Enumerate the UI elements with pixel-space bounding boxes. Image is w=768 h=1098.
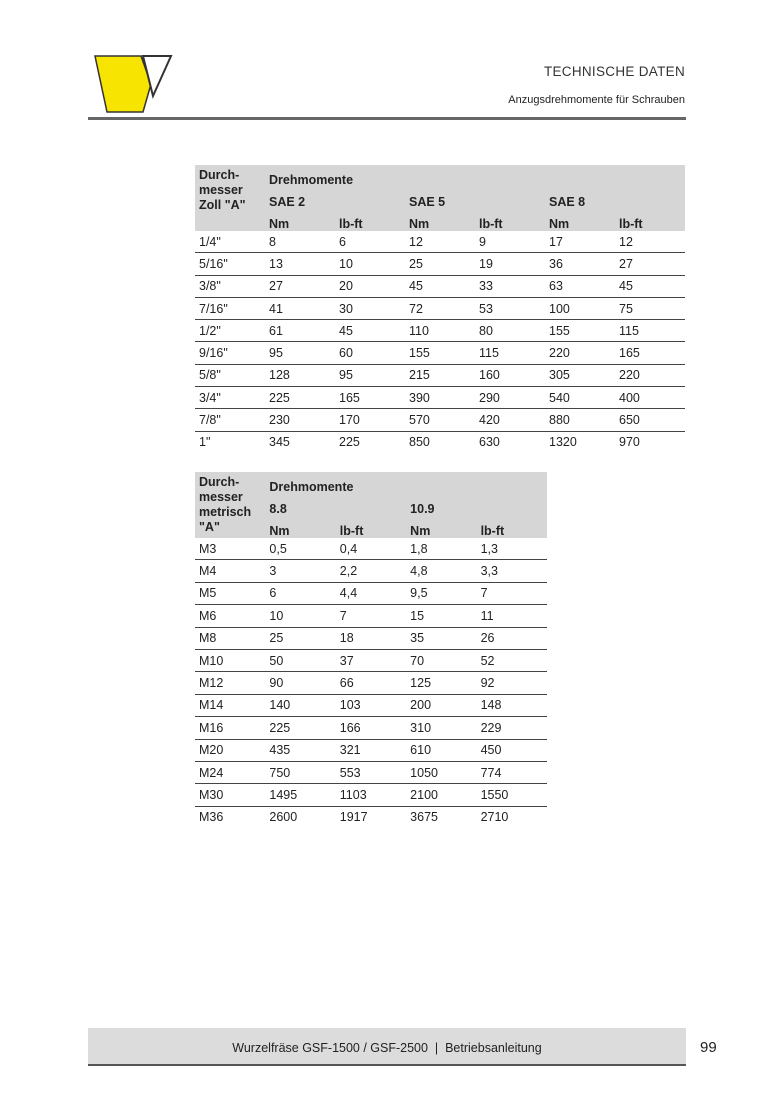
- logo-yellow-shape: [95, 56, 151, 112]
- unit-header: lb-ft: [335, 209, 405, 231]
- torque-value-cell: 37: [336, 649, 406, 671]
- torque-value-cell: 110: [405, 320, 475, 342]
- torque-value-cell: 165: [615, 342, 685, 364]
- torque-value-cell: 390: [405, 387, 475, 409]
- torque-value-cell: 400: [615, 387, 685, 409]
- table-row: [195, 253, 685, 275]
- torque-value-cell: 60: [335, 342, 405, 364]
- torque-value-cell: 165: [335, 387, 405, 409]
- footer-title: Wurzelfräse GSF-1500 / GSF-2500 | Betriebsanleitung: [232, 1041, 542, 1055]
- diameter-header: [195, 472, 265, 538]
- torque-header: Drehmomente: [265, 472, 547, 494]
- torque-value-cell: 148: [477, 694, 547, 716]
- unit-header: lb-ft: [336, 516, 406, 538]
- diameter-cell: M16: [195, 717, 265, 739]
- torque-value-cell: 0,4: [336, 538, 406, 560]
- torque-value-cell: 321: [336, 739, 406, 761]
- torque-value-cell: 0,5: [265, 538, 335, 560]
- torque-value-cell: 80: [475, 320, 545, 342]
- table-row: [195, 784, 547, 806]
- torque-value-cell: 30: [335, 297, 405, 319]
- torque-value-cell: 25: [405, 253, 475, 275]
- metric-torque-table: [195, 472, 547, 828]
- torque-value-cell: 3,3: [477, 560, 547, 582]
- torque-value-cell: 140: [265, 694, 335, 716]
- unit-header: Nm: [545, 209, 615, 231]
- torque-value-cell: 435: [265, 739, 335, 761]
- diameter-cell: 1/4": [195, 231, 265, 253]
- diameter-cell: M36: [199, 810, 224, 825]
- torque-value-cell: 90: [265, 672, 335, 694]
- torque-value-cell: 345: [269, 435, 290, 450]
- torque-value-cell: 53: [475, 297, 545, 319]
- table-row: [195, 538, 547, 560]
- torque-value-cell: 70: [406, 649, 476, 671]
- diameter-cell: 5/8": [195, 364, 265, 386]
- torque-value-cell: 115: [615, 320, 685, 342]
- torque-value-cell: 880: [545, 409, 615, 431]
- torque-value-cell: 290: [475, 387, 545, 409]
- unit-header: Nm: [406, 516, 476, 538]
- unit-header: Nm: [265, 209, 335, 231]
- diameter-cell: M5: [195, 582, 265, 604]
- group-header-sae8: SAE 8: [545, 187, 685, 209]
- torque-value-cell: 170: [335, 409, 405, 431]
- torque-value-cell: 155: [405, 342, 475, 364]
- diameter-cell: M3: [195, 538, 265, 560]
- table-row: [195, 582, 547, 604]
- torque-value-cell: 6: [335, 231, 405, 253]
- torque-value-cell: 630: [479, 435, 500, 450]
- table-row: [195, 231, 685, 253]
- torque-value-cell: 9,5: [406, 582, 476, 604]
- torque-value-cell: 225: [265, 387, 335, 409]
- torque-value-cell: 8: [265, 231, 335, 253]
- torque-value-cell: 310: [406, 717, 476, 739]
- torque-value-cell: 166: [336, 717, 406, 739]
- torque-value-cell: 125: [406, 672, 476, 694]
- torque-value-cell: 18: [336, 627, 406, 649]
- torque-value-cell: 4,8: [406, 560, 476, 582]
- torque-value-cell: 2100: [406, 784, 476, 806]
- torque-value-cell: 103: [336, 694, 406, 716]
- section-title: TECHNISCHE DATEN: [543, 64, 685, 79]
- unit-header: Nm: [265, 516, 335, 538]
- table-row: [195, 387, 685, 409]
- group-header-10-9: 10.9: [406, 494, 547, 516]
- table-row: [195, 672, 547, 694]
- torque-value-cell: 3675: [410, 810, 438, 825]
- torque-value-cell: 570: [405, 409, 475, 431]
- torque-value-cell: 305: [545, 364, 615, 386]
- torque-value-cell: 774: [477, 761, 547, 783]
- torque-value-cell: 12: [615, 231, 685, 253]
- torque-value-cell: 610: [406, 739, 476, 761]
- torque-value-cell: 19: [475, 253, 545, 275]
- diameter-cell: 1/2": [195, 320, 265, 342]
- diameter-cell: M14: [195, 694, 265, 716]
- page-number: 99: [700, 1039, 717, 1056]
- footer-divider: [88, 1064, 686, 1066]
- diameter-cell: 9/16": [195, 342, 265, 364]
- table-row: [195, 275, 685, 297]
- torque-value-cell: 61: [265, 320, 335, 342]
- torque-value-cell: 50: [265, 649, 335, 671]
- table-row: [195, 806, 547, 828]
- torque-value-cell: 95: [265, 342, 335, 364]
- sae-torque-table: [195, 165, 685, 453]
- torque-value-cell: 1103: [336, 784, 406, 806]
- torque-value-cell: 155: [545, 320, 615, 342]
- torque-value-cell: 41: [265, 297, 335, 319]
- group-header-8-8: 8.8: [265, 494, 406, 516]
- diameter-cell: M20: [195, 739, 265, 761]
- torque-value-cell: 26: [477, 627, 547, 649]
- torque-value-cell: 553: [336, 761, 406, 783]
- diameter-header-text: Durch- messer metrisch "A": [199, 475, 252, 534]
- torque-value-cell: 420: [475, 409, 545, 431]
- torque-value-cell: 4,4: [336, 582, 406, 604]
- torque-value-cell: 7: [336, 605, 406, 627]
- table-row: [195, 560, 547, 582]
- torque-value-cell: 1050: [406, 761, 476, 783]
- header-divider: [88, 117, 686, 120]
- table-row: [195, 364, 685, 386]
- torque-value-cell: 1550: [477, 784, 547, 806]
- table-row: [195, 605, 547, 627]
- torque-value-cell: 3: [265, 560, 335, 582]
- section-subtitle: Anzugsdrehmomente für Schrauben: [508, 94, 685, 106]
- torque-value-cell: 750: [265, 761, 335, 783]
- table-row: [195, 320, 685, 342]
- table-row: [195, 342, 685, 364]
- diameter-cell: 7/16": [195, 297, 265, 319]
- torque-value-cell: 36: [545, 253, 615, 275]
- torque-header: Drehmomente: [265, 165, 685, 187]
- table-row: [195, 694, 547, 716]
- torque-value-cell: 27: [615, 253, 685, 275]
- diameter-header: [195, 165, 265, 231]
- table-row: [195, 739, 547, 761]
- unit-header: lb-ft: [615, 209, 685, 231]
- torque-value-cell: 650: [615, 409, 685, 431]
- torque-value-cell: 52: [477, 649, 547, 671]
- torque-value-cell: 128: [265, 364, 335, 386]
- torque-value-cell: 75: [615, 297, 685, 319]
- unit-header: Nm: [405, 209, 475, 231]
- torque-value-cell: 229: [477, 717, 547, 739]
- table-row: [195, 297, 685, 319]
- table-row: [195, 649, 547, 671]
- torque-value-cell: 11: [477, 605, 547, 627]
- torque-value-cell: 2600: [269, 810, 298, 825]
- group-header-sae2: SAE 2: [265, 187, 405, 209]
- table-row: [195, 409, 685, 431]
- torque-value-cell: 63: [545, 275, 615, 297]
- company-logo: [93, 52, 173, 116]
- torque-value-cell: 7: [477, 582, 547, 604]
- diameter-cell: 3/4": [195, 387, 265, 409]
- torque-value-cell: 27: [265, 275, 335, 297]
- torque-value-cell: 20: [335, 275, 405, 297]
- torque-value-cell: 215: [405, 364, 475, 386]
- torque-value-cell: 95: [335, 364, 405, 386]
- diameter-cell: 5/16": [195, 253, 265, 275]
- group-header-sae5: SAE 5: [405, 187, 545, 209]
- torque-value-cell: 225: [265, 717, 335, 739]
- diameter-cell: M4: [195, 560, 265, 582]
- torque-value-cell: 1,8: [406, 538, 476, 560]
- diameter-cell: 1": [199, 435, 211, 450]
- table-row: [195, 431, 685, 453]
- torque-value-cell: 540: [545, 387, 615, 409]
- torque-value-cell: 25: [265, 627, 335, 649]
- torque-value-cell: 2710: [480, 810, 509, 825]
- torque-value-cell: 66: [336, 672, 406, 694]
- torque-value-cell: 2,2: [336, 560, 406, 582]
- torque-value-cell: 220: [545, 342, 615, 364]
- torque-value-cell: 450: [477, 739, 547, 761]
- torque-value-cell: 9: [475, 231, 545, 253]
- torque-value-cell: 230: [265, 409, 335, 431]
- torque-value-cell: 45: [335, 320, 405, 342]
- torque-value-cell: 10: [265, 605, 335, 627]
- torque-value-cell: 850: [409, 435, 430, 450]
- torque-value-cell: 1917: [339, 810, 368, 825]
- diameter-cell: M30: [195, 784, 265, 806]
- table-row: [195, 627, 547, 649]
- torque-value-cell: 45: [615, 275, 685, 297]
- table-row: [195, 717, 547, 739]
- diameter-cell: 7/8": [195, 409, 265, 431]
- diameter-cell: M6: [195, 605, 265, 627]
- torque-value-cell: 33: [475, 275, 545, 297]
- table-row: [195, 761, 547, 783]
- torque-value-cell: 220: [615, 364, 685, 386]
- torque-value-cell: 13: [265, 253, 335, 275]
- torque-value-cell: 1,3: [477, 538, 547, 560]
- torque-value-cell: 72: [405, 297, 475, 319]
- diameter-cell: M8: [195, 627, 265, 649]
- torque-value-cell: 15: [406, 605, 476, 627]
- diameter-cell: M10: [195, 649, 265, 671]
- diameter-cell: M24: [195, 761, 265, 783]
- diameter-header-text: Durch- messer Zoll "A": [199, 168, 246, 212]
- torque-value-cell: 1320: [549, 435, 577, 450]
- unit-header: lb-ft: [475, 209, 545, 231]
- diameter-cell: M12: [195, 672, 265, 694]
- torque-value-cell: 225: [339, 435, 360, 450]
- torque-value-cell: 92: [477, 672, 547, 694]
- torque-value-cell: 160: [475, 364, 545, 386]
- torque-value-cell: 970: [619, 435, 640, 450]
- torque-value-cell: 115: [475, 342, 545, 364]
- torque-value-cell: 35: [406, 627, 476, 649]
- torque-value-cell: 12: [405, 231, 475, 253]
- diameter-cell: 3/8": [195, 275, 265, 297]
- unit-header: lb-ft: [477, 516, 547, 538]
- torque-value-cell: 17: [545, 231, 615, 253]
- torque-value-cell: 100: [545, 297, 615, 319]
- torque-value-cell: 1495: [265, 784, 335, 806]
- torque-value-cell: 200: [406, 694, 476, 716]
- torque-value-cell: 6: [265, 582, 335, 604]
- torque-value-cell: 10: [335, 253, 405, 275]
- torque-value-cell: 45: [405, 275, 475, 297]
